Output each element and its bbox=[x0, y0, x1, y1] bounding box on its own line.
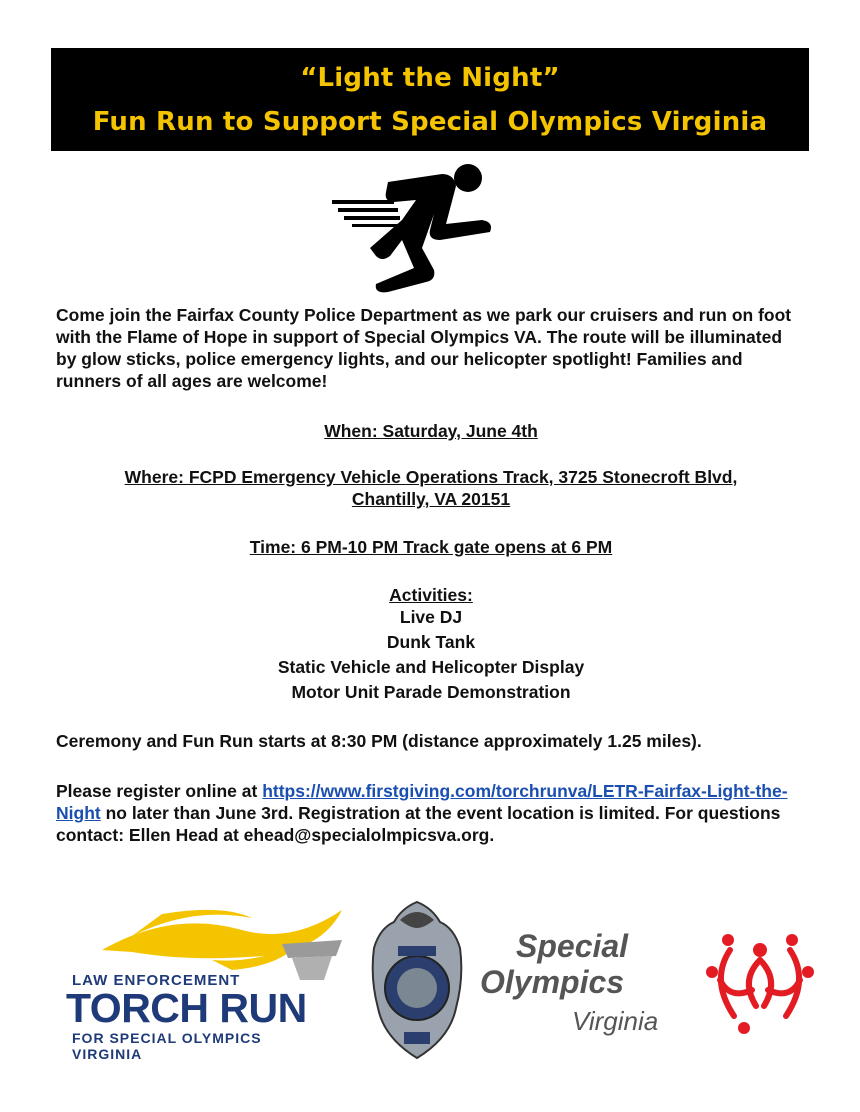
event-date: When: Saturday, June 4th bbox=[324, 421, 538, 441]
activity-item: Motor Unit Parade Demonstration bbox=[291, 682, 571, 702]
registration-prefix: Please register online at bbox=[56, 781, 263, 801]
runner-icon bbox=[330, 160, 502, 300]
torch-run-line-4: VIRGINIA bbox=[72, 1046, 143, 1062]
activities-heading: Activities: bbox=[389, 585, 473, 605]
title-banner bbox=[51, 48, 809, 151]
special-olympics-emblem-icon bbox=[700, 920, 820, 1044]
special-olympics-line-2: Olympics bbox=[480, 964, 625, 1000]
title-line-2: Fun Run to Support Special Olympics Virginia bbox=[92, 106, 768, 137]
torch-flame-icon bbox=[92, 900, 352, 980]
torch-run-line-2: TORCH RUN bbox=[66, 985, 307, 1031]
torch-run-line-3: FOR SPECIAL OLYMPICS bbox=[72, 1030, 262, 1046]
title-line-1: “Light the Night” bbox=[300, 62, 560, 93]
registration-link[interactable]: https://www.firstgiving.com/torchrunva/LETR-Fairfax-Light-the-Night bbox=[56, 781, 788, 823]
event-location-line-2: Chantilly, VA 20151 bbox=[351, 489, 511, 509]
event-time: Time: 6 PM-10 PM Track gate opens at 6 PM bbox=[249, 537, 613, 557]
ceremony-info: Ceremony and Fun Run starts at 8:30 PM (distance approximately 1.25 miles). bbox=[56, 731, 702, 751]
activity-item: Dunk Tank bbox=[386, 632, 476, 652]
activity-item: Live DJ bbox=[399, 607, 463, 627]
torch-run-line-1: LAW ENFORCEMENT bbox=[72, 972, 241, 989]
registration-info bbox=[56, 780, 806, 846]
special-olympics-line-1: Special bbox=[516, 928, 629, 964]
activity-item: Static Vehicle and Helicopter Display bbox=[277, 657, 585, 677]
police-badge-icon bbox=[370, 898, 464, 1062]
event-location-line-1: Where: FCPD Emergency Vehicle Operations Track, 3725 Stonecroft Blvd, bbox=[124, 467, 738, 487]
intro-paragraph: Come join the Fairfax County Police Department as we park our cruisers and run on foot with the Flame of Hope in support of Special Olympics VA. The route will be illuminated by glow sticks, police emergency lights, and our helicopter spotlight! Families and runners of all ages are welcome! bbox=[56, 305, 792, 391]
registration-suffix: no later than June 3rd. Registration at the event location is limited. For questions contact: Ellen Head at ehead@specialolmpicsva.org. bbox=[56, 803, 781, 845]
special-olympics-line-3: Virginia bbox=[572, 1006, 659, 1036]
